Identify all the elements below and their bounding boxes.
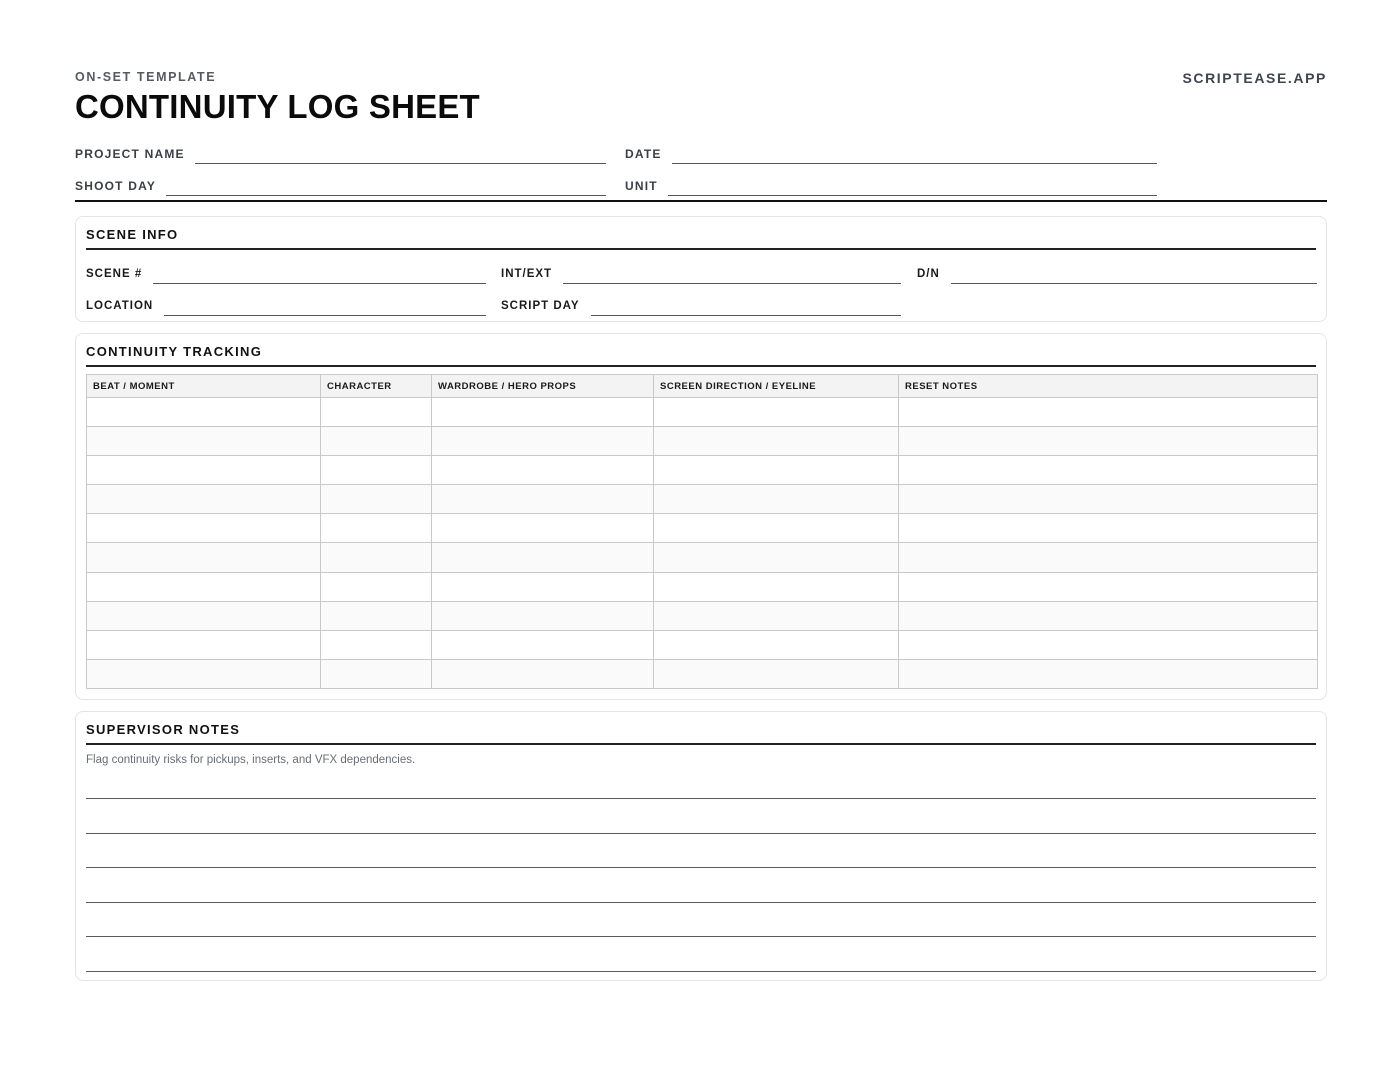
script-day-label: SCRIPT DAY bbox=[501, 300, 580, 312]
table-cell[interactable] bbox=[899, 427, 1318, 456]
day-night-field[interactable] bbox=[917, 266, 1317, 280]
table-cell[interactable] bbox=[432, 630, 654, 659]
day-night-line[interactable] bbox=[951, 283, 1317, 284]
scene-info-rule bbox=[86, 248, 1316, 250]
supervisor-notes-title: SUPERVISOR NOTES bbox=[86, 722, 241, 737]
table-cell[interactable] bbox=[87, 659, 321, 688]
table-cell[interactable] bbox=[432, 659, 654, 688]
table-cell[interactable] bbox=[654, 427, 899, 456]
table-cell[interactable] bbox=[654, 572, 899, 601]
table-cell[interactable] bbox=[654, 659, 899, 688]
table-row bbox=[87, 456, 1318, 485]
table-cell[interactable] bbox=[432, 572, 654, 601]
table-cell[interactable] bbox=[87, 485, 321, 514]
table-cell[interactable] bbox=[899, 543, 1318, 572]
table-cell[interactable] bbox=[432, 456, 654, 485]
table-cell[interactable] bbox=[87, 572, 321, 601]
shoot-day-label: SHOOT DAY bbox=[75, 179, 157, 193]
table-cell[interactable] bbox=[432, 543, 654, 572]
scene-number-line[interactable] bbox=[153, 283, 486, 284]
column-header-wardrobe: WARDROBE / HERO PROPS bbox=[432, 375, 654, 398]
scene-number-label: SCENE # bbox=[86, 268, 143, 280]
date-field[interactable] bbox=[625, 144, 1157, 160]
header-divider bbox=[75, 200, 1327, 202]
table-cell[interactable] bbox=[654, 543, 899, 572]
script-day-field[interactable] bbox=[501, 298, 901, 312]
int-ext-label: INT/EXT bbox=[501, 268, 553, 280]
table-cell[interactable] bbox=[321, 659, 432, 688]
table-cell[interactable] bbox=[899, 659, 1318, 688]
table-cell[interactable] bbox=[899, 485, 1318, 514]
continuity-tracking-title: CONTINUITY TRACKING bbox=[86, 344, 263, 359]
int-ext-field[interactable] bbox=[501, 266, 901, 280]
column-header-reset-notes: RESET NOTES bbox=[899, 375, 1318, 398]
table-cell[interactable] bbox=[87, 630, 321, 659]
brand-label: SCRIPTEASE.APP bbox=[1182, 70, 1327, 86]
note-line[interactable] bbox=[86, 867, 1316, 868]
date-label: DATE bbox=[625, 147, 662, 161]
unit-label: UNIT bbox=[625, 179, 658, 193]
continuity-tracking-panel bbox=[75, 333, 1327, 700]
table-cell[interactable] bbox=[654, 485, 899, 514]
table-cell[interactable] bbox=[321, 630, 432, 659]
table-cell[interactable] bbox=[899, 572, 1318, 601]
page-title: CONTINUITY LOG SHEET bbox=[75, 88, 480, 125]
table-cell[interactable] bbox=[899, 398, 1318, 427]
table-cell[interactable] bbox=[87, 398, 321, 427]
script-day-line[interactable] bbox=[591, 315, 901, 316]
scene-number-field[interactable] bbox=[86, 266, 486, 280]
table-cell[interactable] bbox=[899, 456, 1318, 485]
table-cell[interactable] bbox=[87, 601, 321, 630]
location-line[interactable] bbox=[164, 315, 486, 316]
table-row bbox=[87, 514, 1318, 543]
table-cell[interactable] bbox=[321, 456, 432, 485]
unit-field[interactable] bbox=[625, 176, 1157, 192]
table-cell[interactable] bbox=[321, 485, 432, 514]
continuity-table-body bbox=[87, 398, 1318, 689]
table-cell[interactable] bbox=[654, 456, 899, 485]
shoot-day-line[interactable] bbox=[166, 195, 606, 196]
table-cell[interactable] bbox=[87, 427, 321, 456]
table-cell[interactable] bbox=[899, 514, 1318, 543]
table-cell[interactable] bbox=[87, 456, 321, 485]
table-cell[interactable] bbox=[321, 398, 432, 427]
template-eyebrow: ON-SET TEMPLATE bbox=[75, 70, 217, 84]
continuity-tracking-rule bbox=[86, 365, 1316, 367]
table-row bbox=[87, 630, 1318, 659]
note-line[interactable] bbox=[86, 833, 1316, 834]
supervisor-notes-panel bbox=[75, 711, 1327, 981]
table-cell[interactable] bbox=[432, 427, 654, 456]
table-cell[interactable] bbox=[654, 630, 899, 659]
shoot-day-field[interactable] bbox=[75, 176, 606, 192]
table-cell[interactable] bbox=[321, 543, 432, 572]
table-row bbox=[87, 572, 1318, 601]
table-row bbox=[87, 485, 1318, 514]
column-header-screen-direction: SCREEN DIRECTION / EYELINE bbox=[654, 375, 899, 398]
table-cell[interactable] bbox=[321, 601, 432, 630]
note-line[interactable] bbox=[86, 936, 1316, 937]
project-name-line[interactable] bbox=[195, 163, 606, 164]
table-cell[interactable] bbox=[321, 572, 432, 601]
note-line[interactable] bbox=[86, 971, 1316, 972]
table-row bbox=[87, 601, 1318, 630]
table-row bbox=[87, 427, 1318, 456]
note-line[interactable] bbox=[86, 902, 1316, 903]
table-cell[interactable] bbox=[321, 514, 432, 543]
table-cell[interactable] bbox=[432, 601, 654, 630]
table-cell[interactable] bbox=[654, 514, 899, 543]
table-cell[interactable] bbox=[654, 398, 899, 427]
table-cell[interactable] bbox=[87, 543, 321, 572]
table-header-row bbox=[87, 375, 1318, 398]
table-row bbox=[87, 543, 1318, 572]
table-cell[interactable] bbox=[87, 514, 321, 543]
date-line[interactable] bbox=[672, 163, 1157, 164]
table-cell[interactable] bbox=[432, 398, 654, 427]
table-cell[interactable] bbox=[321, 427, 432, 456]
table-cell[interactable] bbox=[654, 601, 899, 630]
supervisor-notes-hint: Flag continuity risks for pickups, inserts, and VFX dependencies. bbox=[86, 754, 416, 766]
project-name-field[interactable] bbox=[75, 144, 606, 160]
continuity-table bbox=[86, 374, 1318, 689]
scene-info-panel bbox=[75, 216, 1327, 322]
table-cell[interactable] bbox=[432, 485, 654, 514]
table-row bbox=[87, 659, 1318, 688]
supervisor-notes-rule bbox=[86, 743, 1316, 745]
location-field[interactable] bbox=[86, 298, 486, 312]
project-name-label: PROJECT NAME bbox=[75, 147, 185, 161]
day-night-label: D/N bbox=[917, 268, 940, 280]
column-header-beat: BEAT / MOMENT bbox=[87, 375, 321, 398]
column-header-character: CHARACTER bbox=[321, 375, 432, 398]
table-cell[interactable] bbox=[899, 601, 1318, 630]
table-cell[interactable] bbox=[899, 630, 1318, 659]
scene-info-title: SCENE INFO bbox=[86, 227, 179, 242]
int-ext-line[interactable] bbox=[563, 283, 901, 284]
table-cell[interactable] bbox=[432, 514, 654, 543]
note-line[interactable] bbox=[86, 798, 1316, 799]
unit-line[interactable] bbox=[668, 195, 1157, 196]
location-label: LOCATION bbox=[86, 300, 154, 312]
table-row bbox=[87, 398, 1318, 427]
